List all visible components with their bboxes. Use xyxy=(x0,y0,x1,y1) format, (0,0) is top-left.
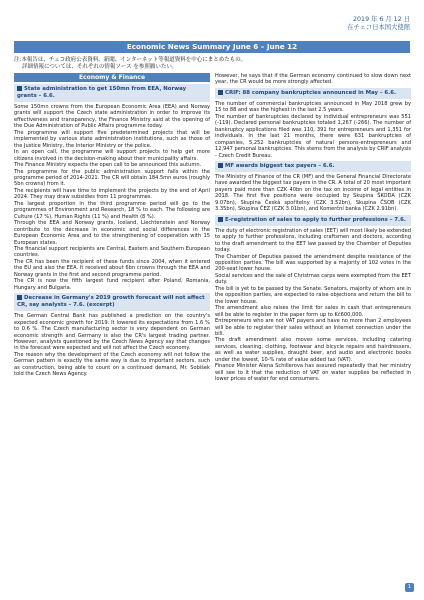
article-paragraph: The financial support recipients are Central, Eastern and Southern European countries. xyxy=(14,245,210,259)
article-title xyxy=(215,161,411,172)
bullet-square-icon xyxy=(218,163,223,168)
intro-note-line1: 注:本報告は、チェコ政府公表資料、新聞、インターネット等報道資料を中心にまとめたもの。 xyxy=(14,57,246,63)
article-title xyxy=(215,215,411,226)
bullet-square-icon xyxy=(17,86,22,91)
left-column xyxy=(14,73,210,378)
intro-note xyxy=(14,57,254,71)
article-paragraph: Entrepreneurs who are not VAT payers and have no more than 2 employees will be able to register their sales without an Internet connection under the bill. xyxy=(215,318,411,337)
article-paragraph: The bill is yet to be passed by the Senate. Senators, majority of whom are in the opposition parties, are expected to raise objections and return the bill to the lower house. xyxy=(215,285,411,305)
continued-paragraph: However, he says that if the German economy continued to slow down next year, the CR would be more strongly affected. xyxy=(215,73,411,86)
article-title-text: E-registration of sales to apply to further professions – 7.6. xyxy=(225,216,406,223)
article-title xyxy=(215,88,411,99)
article-paragraph: The largest proportion in the third programme period will go to the programmes of Environment and Research, 18 % to each. The following are Culture (17 %), Human Rights (11 %) and Health (8 %). xyxy=(14,200,210,220)
article-paragraph: Some 150mn crowns from the European Economic Area (EEA) and Norway grants will support the Czech state administration in order to improve its effectiveness and transparency, the Finance Ministry said at the opening of the Due Administration of Public Affairs programme today. xyxy=(14,104,210,130)
section-header-economy-finance: Economy & Finance xyxy=(14,73,210,82)
article-paragraph: The number of commercial bankruptcies announced in May 2018 grew by 15 to 88 and was the highest in the last 2.5 years. xyxy=(215,100,411,114)
article-paragraph: The draft amendment also moves some services, including catering services, cleaning, clothing, footwear and bicycle repairs and hairdressers, as well as water supplies, draught beer, and audio and electronic books under the lowest, 10-% rate of value added tax (VAT). xyxy=(215,337,411,363)
article-paragraph: Through the EEA and Norway grants, Iceland, Liechtenstein and Norway contribute to the decrease in economic and social differences in the European Economic Area and to the strengthening of cooperation with 15 European states. xyxy=(14,220,210,246)
article-paragraph: The CR is now the fifth largest fund recipient after Poland, Romania, Hungary and Bulgaria. xyxy=(14,278,210,291)
article-title-text: State administration to get 150mn from EEA, Norway grants – 6.6. xyxy=(17,86,187,99)
article-paragraph: The Ministry of Finance of the CR (MF) and the General Financial Directorate have awarded the biggest tax payers in the CR. A total of 20 most important payers paid more than CZK 40bn on the tax on income of legal entities in 2018. The first five positions were occupied by Skupina ŠKODA (CZK 9.07bn), Skupina Česká spořitelny (CZK 3.52bn), Skupina ČSOB (CZK 3.35bn), Skupina ČEZ (CZK 3.01bn), and Komerční banka (CZK 2.91bn). xyxy=(215,173,411,213)
article-paragraph: The CR has been the recipient of these funds since 2004, when it entered the EU and also the EEA. It received about 6bn crowns through the EEA and Norway grants in the first and second programme period. xyxy=(14,258,210,278)
bullet-square-icon xyxy=(218,90,223,95)
publisher: 在チェコ日本国大使館 xyxy=(347,24,410,32)
article-paragraph: The Chamber of Deputies passed the amendment despite resistance of the opposition parties. The bill was supported by a majority of 102 votes in the 200-seat lower house. xyxy=(215,253,411,273)
newsletter-title: Economic News Summary June 6 – June 12 xyxy=(14,41,410,53)
left-articles xyxy=(14,84,210,378)
article-paragraph: The German Central Bank has published a prediction on the country's expected economic growth for 2019. It lowered its expectations from 1.6 % to 0.6 %. The Czech manufacturing sector is very dependent on German economic strength and Germany is also the CR's largest trading partner. However, analysts questioned by the Czech News Agency say that changes in the forecast were expected and will not affect the Czech economy. xyxy=(14,313,210,352)
article-paragraph: The programme will support five predetermined projects that will be implemented by various state administration institutions, such as those of the Justice Ministry, the Interior Ministry or the police. xyxy=(14,129,210,149)
article-paragraph: The recipients will have time to implement the projects by the end of April 2024. They may draw subsidies from 11 programmes. xyxy=(14,187,210,201)
bullet-square-icon xyxy=(218,217,223,222)
article-paragraph: Finance Minister Alena Schillerova has assured repeatedly that her ministry will see to it that the reduction of VAT on water supplies be reflected in lower prices of water for end consumers. xyxy=(215,363,411,383)
right-column xyxy=(215,73,411,383)
article-paragraph: In an open call, the programme will support projects to help get more citizens involved in the decision-making about their municipality affairs. xyxy=(14,149,210,162)
article-paragraph: The duty of electronic registration of sales (EET) will most likely be extended to apply to further professions, including craftsmen and doctors, according to the draft amendment to the EET law passed by the Chamber of Deputies today. xyxy=(215,227,411,254)
article-title-text: MF awards biggest tax payers – 6.6. xyxy=(225,162,335,169)
article-title-text: CRIF: 88 company bankruptcies announced in May – 6.6. xyxy=(225,89,397,96)
article-paragraph: The number of bankruptcies declared by individual entrepreneurs was 551 (-119). Declared personal bankruptcies totaled 1,267 (-266). The number of bankruptcy applications filed was 110, 391 for entrepreneurs and 1,351 for individuals. In the last 21 months, there were 631 bankruptcies of companies, 5,252 bankruptcies of natural persons-entrepreneurs and 12,947 personal bankruptcies. This stems from the analysis by CRIF analysis - Czech Credit Bureau. xyxy=(215,113,411,159)
article-title xyxy=(14,84,210,102)
article-paragraph: Social services and the sale of Christmas carps were exempted from the EET duty. xyxy=(215,272,411,286)
intro-note-line2: 詳細情報については、それぞれの情報ソース を参照願いたい。 xyxy=(22,64,178,70)
bullet-square-icon xyxy=(17,295,22,300)
article-title xyxy=(14,293,210,311)
report-date: 2019 年 6 月 12 日 xyxy=(353,16,410,23)
article-paragraph: The Finance Ministry expects the open call to be announced this autumn. xyxy=(14,162,202,169)
article-paragraph: The reason why the development of the Czech economy will not follow the German pattern is exactly the same way is due to important sectors, such as construction, being able to count on a continued demand, Mr. Sobíšek told the Czech News Agency. xyxy=(14,351,210,378)
report-date-block xyxy=(347,16,410,32)
page-number: 1 xyxy=(405,583,414,592)
article-paragraph: The amendment also raises the limit for sales in cash that entrepreneurs will be able to register in the paper form up to Kč600,000. xyxy=(215,305,411,318)
article-paragraph: The programme for the public administration support falls within the programme period of 2014-2021. The CR will obtain 184.5mn euros (roughly 5bn crowns) from it. xyxy=(14,168,210,188)
article-title-text: Decrease in Germany's 2019 growth forecast will not affect CR, say analysts – 7.6. (excerpt) xyxy=(17,295,205,309)
right-articles xyxy=(215,88,411,383)
